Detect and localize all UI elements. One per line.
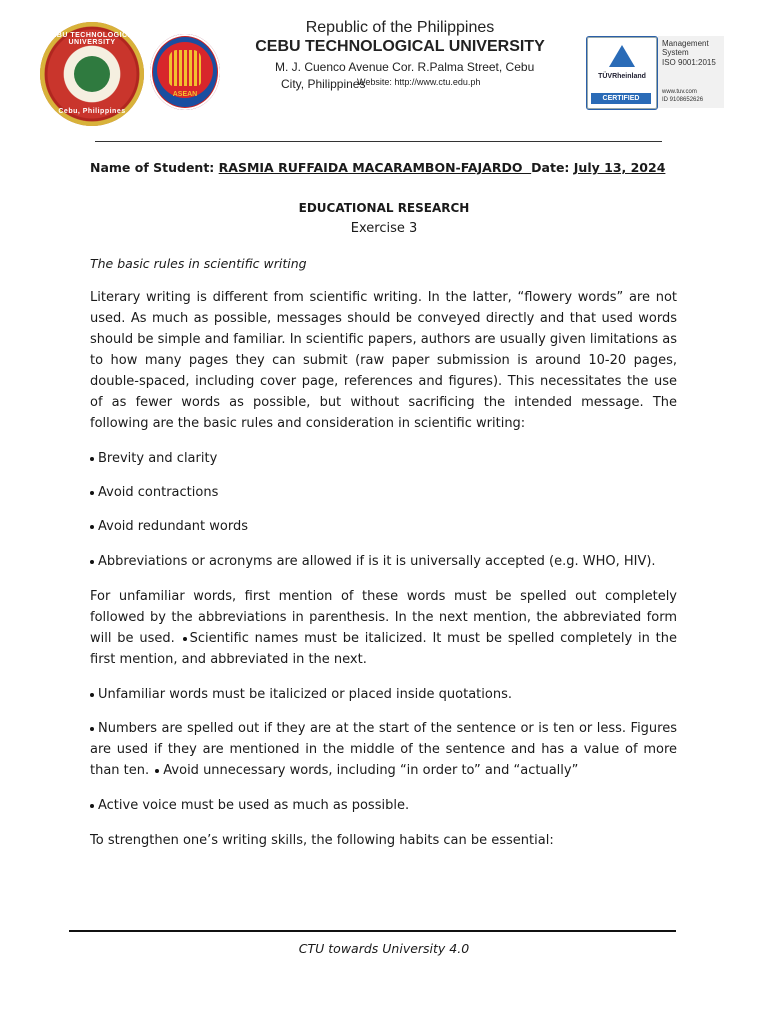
tuv-name: TÜVRheinland	[598, 73, 646, 80]
seal-bottom-text: Cebu, Philippines	[58, 108, 126, 115]
bullet-dot-icon	[90, 560, 94, 564]
header-address-line2: City, Philippines	[281, 77, 366, 91]
bullet-text: Brevity and clarity	[98, 451, 218, 466]
tuv-side-line4: www.tuv.com	[662, 89, 697, 95]
tuv-management-panel	[658, 36, 724, 108]
bullet-dot-icon	[90, 491, 94, 495]
scientific-names-text: Scientific names must be italicized. It must be spelled completely in the first mention, and abbreviated in the next.	[90, 631, 677, 667]
tuv-side-line3: ISO 9001:2015	[662, 58, 716, 67]
footer-divider	[69, 930, 676, 932]
course-title: EDUCATIONAL RESEARCH	[298, 201, 470, 215]
seal-ring-text: CEBU TECHNOLOGICAL UNIVERSITY	[46, 32, 138, 46]
tuv-side-line1: Management	[662, 39, 709, 48]
bullet-text: Abbreviations or acronyms are allowed if is it is universally accepted (e.g. WHO, HIV).	[98, 554, 656, 569]
tuv-side-line2: System	[662, 48, 689, 57]
header-website: Website: http://www.ctu.edu.ph	[357, 77, 481, 87]
bullet-item	[90, 516, 680, 537]
paragraph-literary-writing: Literary writing is different from scientific writing. In the latter, “flowery words” are not used. As much as possible, messages should be conveyed directly and that used words should be simple and familiar. In scientific papers, authors are usually given limitations as to how many pages they can submit (raw paper submission is around 10-20 pages, double-spaced, including cover page, references and figures). This necessitates the use of as fewer words as possible, but without sacrificing the intended message. The following are the basic rules and consideration in scientific writing:	[90, 290, 677, 431]
bullet-dot-icon	[90, 525, 94, 529]
bullet-dot-icon	[90, 804, 94, 808]
bullet-dot-icon	[155, 769, 159, 773]
bullet-item	[90, 551, 680, 572]
unnecessary-words-text: Avoid unnecessary words, including “in order to” and “actually”	[163, 763, 579, 778]
bullet-dot-icon	[183, 637, 187, 641]
tuv-certification-badge	[586, 36, 658, 110]
bullet-text: Active voice must be used as much as possible.	[98, 798, 410, 813]
footer-text: CTU towards University 4.0	[298, 941, 470, 956]
paragraph-unfamiliar-text: For unfamiliar words, first mention of these words must be spelled out completely followed by the abbreviations in parenthesis. In the next mention, the abbreviated form will be used.	[90, 589, 677, 646]
bullet-dot-icon	[90, 457, 94, 461]
bullet-text: Avoid contractions	[98, 485, 219, 500]
student-info-line	[90, 160, 665, 175]
paragraph-unfamiliar-words	[90, 586, 677, 670]
intro-heading: The basic rules in scientific writing	[90, 256, 307, 271]
bullet-text: Avoid redundant words	[98, 519, 248, 534]
date-label: Date:	[531, 160, 574, 175]
bullet-dot-icon	[90, 693, 94, 697]
asean-logo-text: ASEAN	[172, 91, 198, 98]
tuv-certified-label: CERTIFIED	[591, 93, 651, 104]
bullet-dot-icon	[90, 727, 94, 731]
header-republic: Republic of the Philippines	[305, 19, 495, 36]
header-divider	[95, 141, 662, 142]
student-name-value: RASMIA RUFFAIDA MACARAMBON-FAJARDO	[218, 160, 532, 175]
bullet-item	[90, 795, 680, 816]
numbers-text: Numbers are spelled out if they are at the start of the sentence or is ten or less. Figures are used if they are mentioned in the middle of the sentence and has a value of more than ten.	[90, 721, 677, 778]
student-name-label: Name of Student:	[90, 160, 219, 175]
bullet-item	[90, 448, 680, 469]
tuv-side-line5: ID 9108652626	[662, 97, 704, 103]
exercise-title: Exercise 3	[350, 221, 418, 236]
seal-emblem-icon	[74, 56, 110, 92]
header-university-name: CEBU TECHNOLOGICAL UNIVERSITY	[255, 38, 545, 55]
bullet-item	[90, 482, 680, 503]
tuv-triangle-icon	[609, 45, 635, 67]
asean-rice-sheaf-icon	[169, 50, 201, 86]
university-seal-logo	[40, 22, 144, 126]
closing-sentence: To strengthen one’s writing skills, the following habits can be essential:	[90, 833, 554, 848]
bullet-item	[90, 684, 680, 705]
date-value: July 13, 2024	[573, 160, 666, 175]
paragraph-numbers	[90, 718, 677, 781]
header-address-line1: M. J. Cuenco Avenue Cor. R.Palma Street, Cebu	[275, 60, 535, 74]
bullet-text: Unfamiliar words must be italicized or placed inside quotations.	[98, 687, 512, 702]
